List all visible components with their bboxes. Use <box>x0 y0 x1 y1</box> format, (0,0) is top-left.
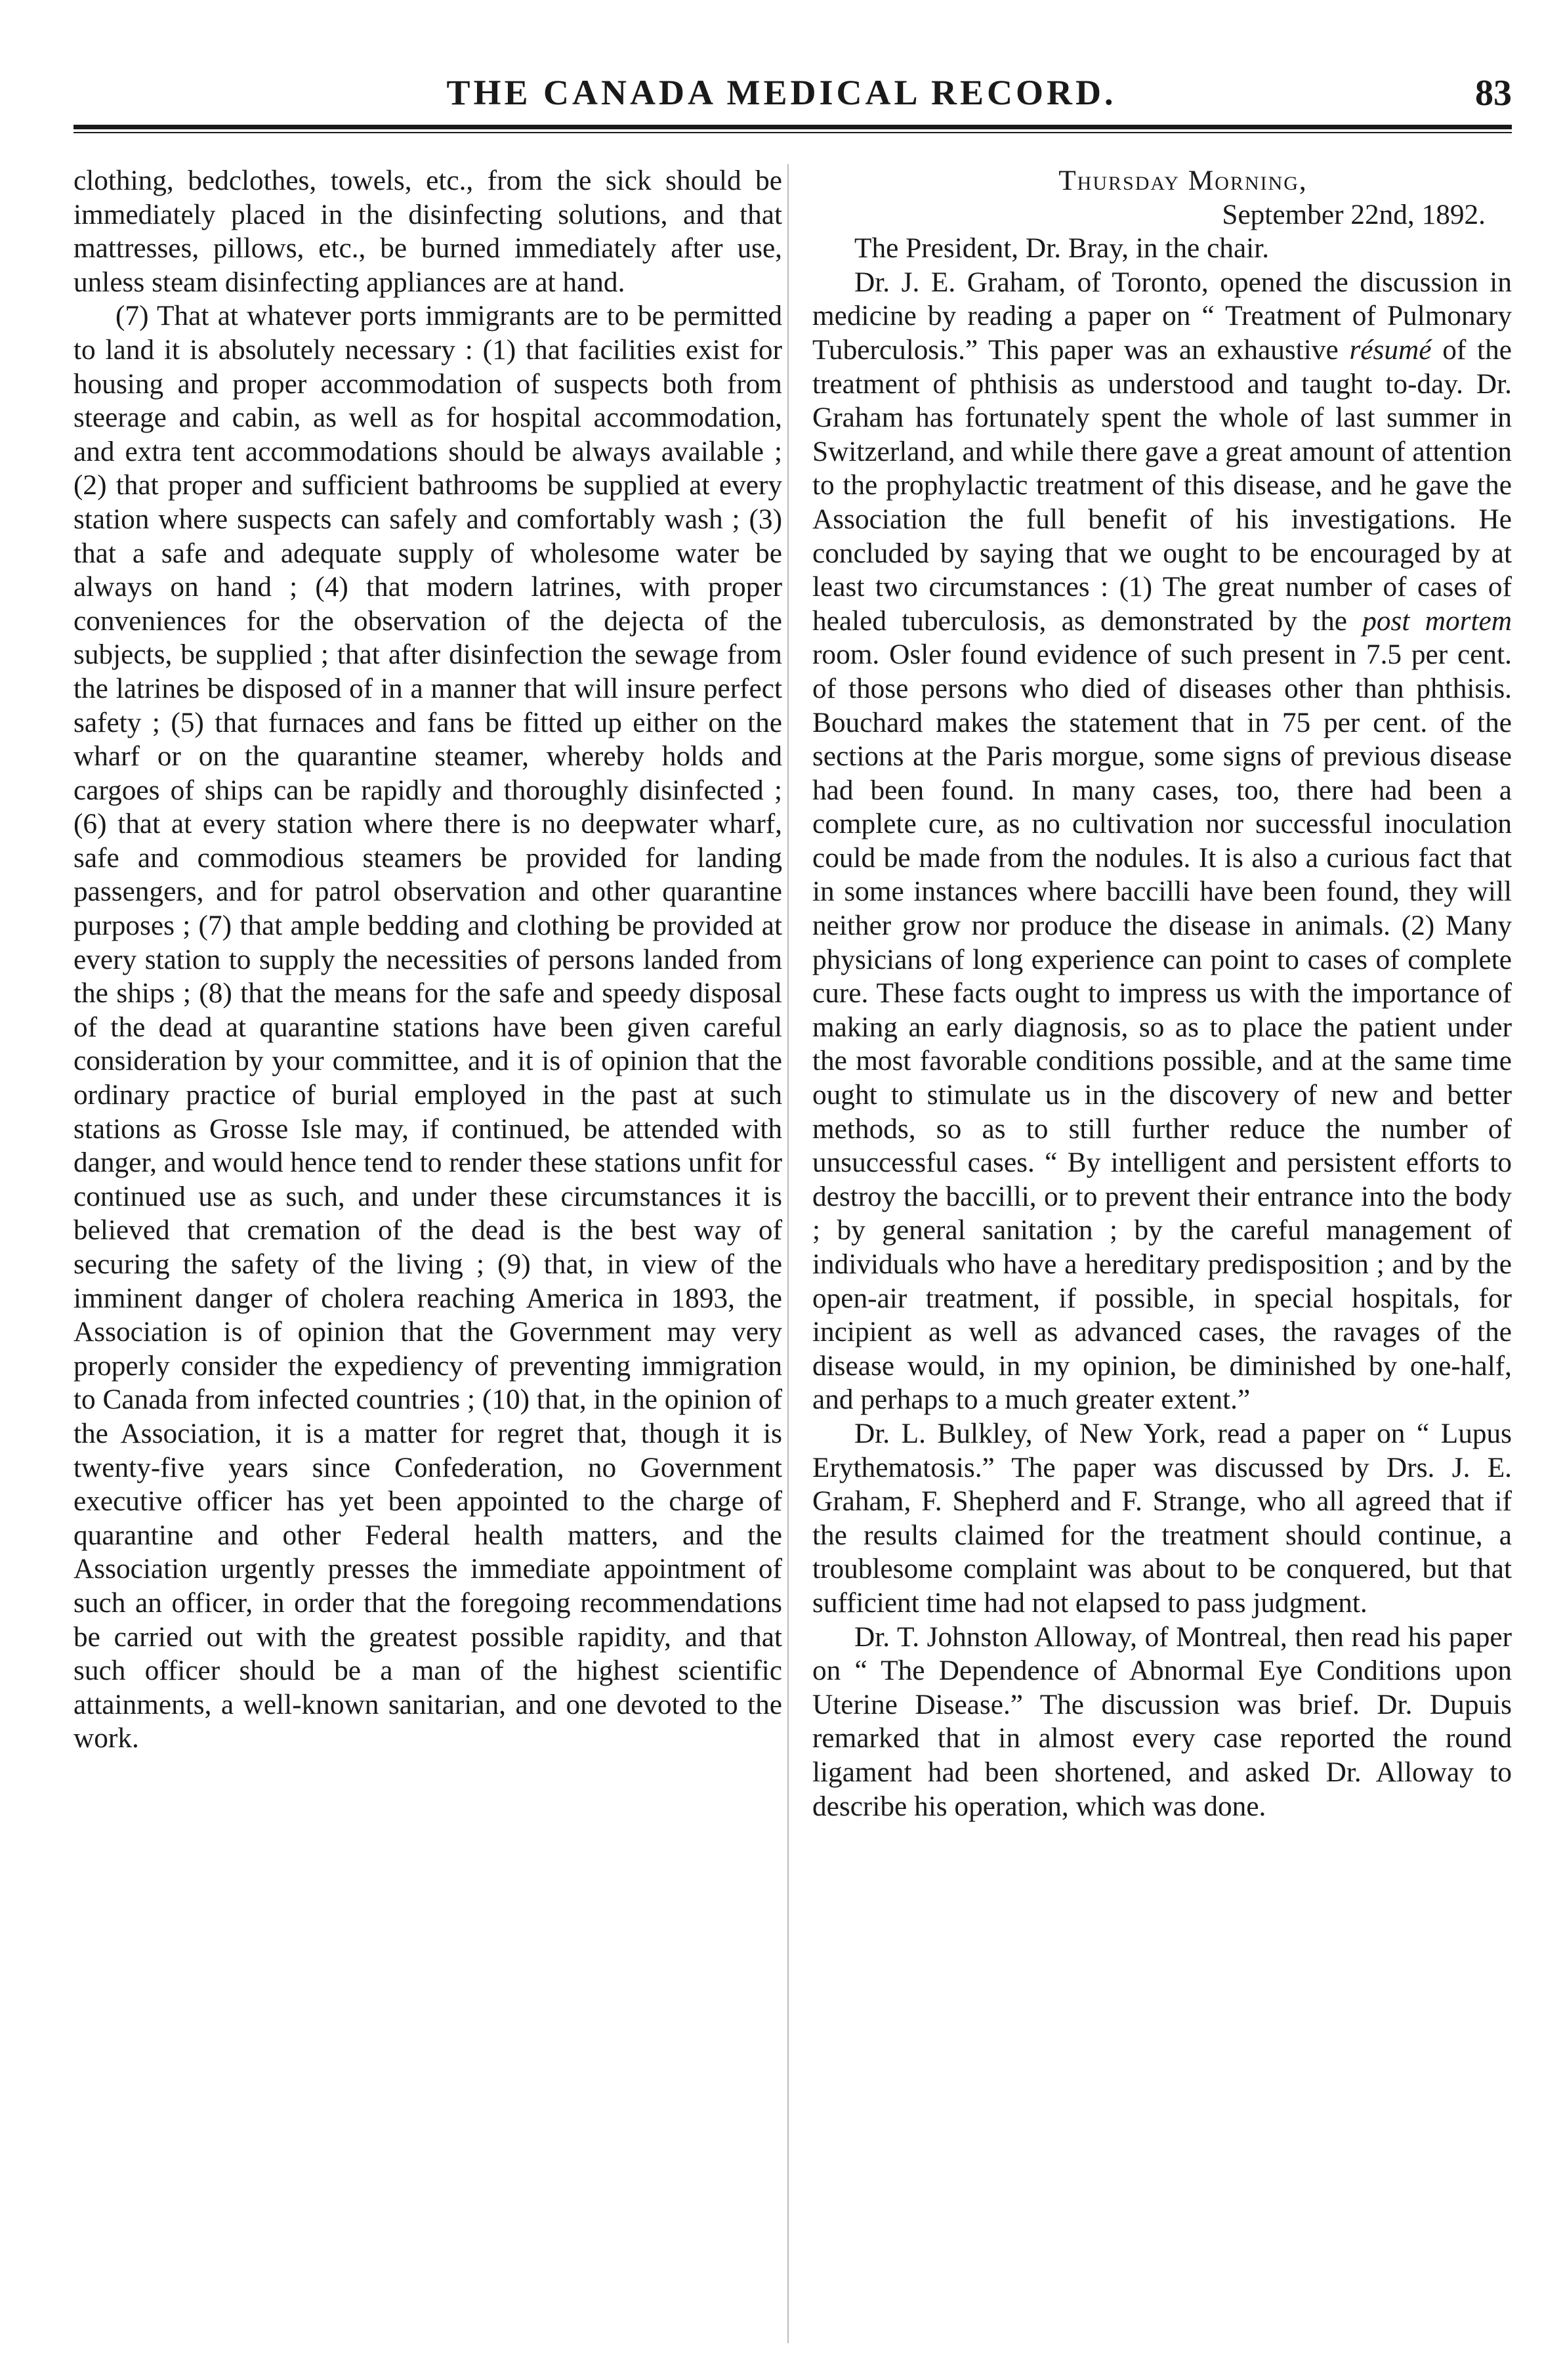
page-number: 83 <box>1475 73 1512 114</box>
column-divider <box>787 164 789 2343</box>
session-heading: Thursday Morning, <box>1058 165 1308 196</box>
paragraph-bulkley: Dr. L. Bulkley, of New York, read a paper on “ Lupus Erythematosis.” The paper was discussed by Drs. J. E. Graham, F. Shepherd and F. Strange, who all agreed that if the results claimed for the treatment should continue, a troublesome complaint was about to be conquered, but that sufficient time had not elapsed to pass judgment. <box>812 1417 1512 1619</box>
paragraph-alloway: Dr. T. Johnston Alloway, of Montreal, then read his paper on “ The Dependence of Abnormal Eye Conditions upon Uterine Disease.” The discussion was brief. Dr. Dupuis remarked that in almost every case reported the round ligament had been shortened, and asked Dr. Alloway to describe his operation, which was done. <box>812 1621 1512 1822</box>
left-column <box>73 164 782 1756</box>
page-header <box>0 59 1563 131</box>
paragraph-quarantine-resolutions: (7) That at whatever ports immigrants are to be permitted to land it is absolutely necessary : (1) that facilities exist for housing and proper accommodation of suspects both from steerage and cabin, as well as for hospital accommodation, and extra tent accommodations should be always available ; (2) that proper and sufficient bathrooms be supplied at every station where suspects can safely and comfortably wash ; (3) that a safe and adequate supply of wholesome water be always on hand ; (4) that modern latrines, with proper conveniences for the observation of the dejecta of the subjects, be supplied ; that after disinfection the sewage from the latrines be disposed of in a manner that will insure perfect safety ; (5) that furnaces and fans be fitted up either on the wharf or on the quarantine steamer, whereby holds and cargoes of ships can be rapidly and thoroughly disinfected ; (6) that at every station where there is no deepwater wharf, safe and commodious steamers be provided for landing passengers, and for patrol observation and other quarantine purposes ; (7) that ample bedding and clothing be provided at every station to supply the necessities of persons landed from the ships ; (8) that the means for the safe and speedy disposal of the dead at quarantine stations have been given careful consideration by your committee, and it is of opinion that the ordinary practice of burial employed in the past at such stations as Grosse Isle may, if continued, be attended with danger, and would hence tend to render these stations unfit for continued use as such, and under these circumstances it is believed that cremation of the dead is the best way of securing the safety of the living ; (9) that, in view of the imminent danger of cholera reaching America in 1893, the Association is of opinion that the Government may very properly consider the expediency of preventing immigration to Canada from infected countries ; (10) that, in the opinion of the Association, it is a matter for regret that, though it is twenty-five years since Confederation, no Government executive officer has yet been appointed to the charge of quarantine and other Federal health matters, and the Association urgently presses the immediate appointment of such an officer, in order that the foregoing recommendations be carried out with the greatest possible rapidity, and that such officer should be a man of the highest scientific attainments, a well-known sanitarian, and one devoted to the work. <box>73 300 782 1754</box>
resume-italic: résumé <box>1349 333 1432 366</box>
paragraph-graham <box>812 266 1512 1417</box>
header-rule <box>73 125 1512 133</box>
post-mortem-italic: post mortem <box>1362 605 1512 637</box>
graham-text-b: of the treatment of phthisis as understood and taught to-day. Dr. Graham has fortunately spent the whole of last summer in Switzerland, and while there gave a great amount of attention to the prophylactic treatment of this disease, and he gave the Association the full benefit of his investigations. He concluded by saying that we ought to be encouraged by at least two circumstances : (1) The great number of cases of healed tuberculosis, as demonstrated by the <box>812 333 1512 637</box>
paragraph-disinfection: clothing, bedclothes, towels, etc., from the sick should be immediately placed in the disinfecting solutions, and that mattresses, pillows, etc., be burned immediately after use, unless steam disinfecting appliances are at hand. <box>73 165 782 298</box>
running-title: THE CANADA MEDICAL RECORD. <box>446 73 1117 112</box>
graham-text-a: Dr. J. E. Graham, of Toronto, opened the discussion in medicine by reading a paper on “ Treatment of Pulmonary Tuberculosis.” This paper was an exhaustive <box>812 266 1512 366</box>
session-date: September 22nd, 1892. <box>1222 198 1486 230</box>
paragraph-chair: The President, Dr. Bray, in the chair. <box>854 232 1270 265</box>
graham-text-c: room. Osler found evidence of such present in 7.5 per cent. of those persons who died of diseases other than phthisis. Bouchard makes the statement that in 75 per cent. of the sections at the Paris morgue, some signs of previous disease had been found. In many cases, too, there had been a complete cure, as no cultivation nor successful inoculation could be made from the nodules. It is also a curious fact that in some instances where baccilli have been found, they will neither grow nor produce the disease in animals. (2) Many physicians of long experience can point to cases of complete cure. These facts ought to impress us with the importance of making an early diagnosis, so as to place the patient under the most favorable conditions possible, and at the same time ought to stimulate us in the discovery of new and better methods, so as to still further reduce the number of unsuccessful cases. “ By intelligent and persistent efforts to destroy the baccilli, or to prevent their entrance into the body ; by general sanitation ; by the careful management of individuals who have a hereditary predisposition ; and by the open-air treatment, if possible, in special hospitals, for incipient as well as advanced cases, the ravages of the disease would, in my opinion, be diminished by one-half, and perhaps to a much greater extent.” <box>812 639 1512 1416</box>
right-column <box>812 164 1512 1823</box>
